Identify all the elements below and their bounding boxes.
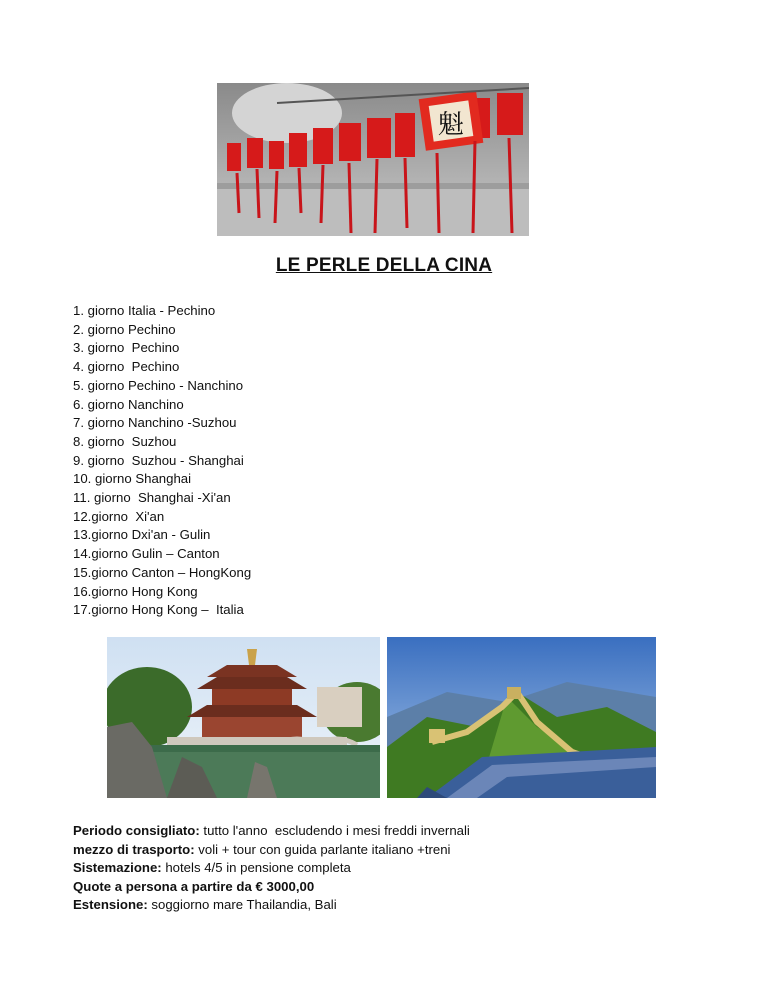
accommodation-value: hotels 4/5 in pensione completa [161,860,351,875]
transport-label: mezzo di trasporto: [73,841,195,857]
itinerary-item: 3. giorno Pechino [73,340,180,356]
itinerary-list [73,302,251,620]
itinerary-item: 11. giorno Shanghai -Xi'an [73,490,231,506]
period-row [73,822,470,841]
price-row [73,878,470,897]
transport-row [73,841,470,860]
extension-label: Estensione: [73,897,148,912]
accommodation-row [73,859,470,878]
itinerary-item: 1. giorno Italia - Pechino [73,303,216,318]
itinerary-item: 7. giorno Nanchino -Suzhou [73,415,237,431]
transport-value: voli + tour con guida parlante italiano +treni [194,841,451,857]
itinerary-item: 4. giorno Pechino [73,359,180,375]
svg-text:魁: 魁 [438,110,465,140]
itinerary-item: 17.giorno Hong Kong – Italia [73,602,244,618]
itinerary-item: 9. giorno Suzhou - Shanghai [73,452,244,468]
itinerary-item: 15.giorno Canton – HongKong [73,564,252,580]
temple-photo [107,637,380,798]
itinerary-item: 14.giorno Gulin – Canton [73,546,220,562]
itinerary-item: 13.giorno Dxi'an - Gulin [73,527,211,543]
period-value: tutto l'anno escludendo i mesi freddi invernali [199,823,470,838]
price-label: Quote a persona a partire da € 3000,00 [73,878,315,894]
period-label: Periodo consigliato: [73,823,200,838]
itinerary-item: 8. giorno Suzhou [73,433,177,449]
trip-details [73,822,470,915]
itinerary-item: 16.giorno Hong Kong [73,583,198,599]
itinerary-item: 6. giorno Nanchino [73,396,184,412]
itinerary-item: 12.giorno Xi'an [73,508,165,524]
great-wall-photo [387,637,656,798]
extension-row [73,896,470,915]
itinerary-item: 2. giorno Pechino [73,321,176,337]
red-charms-photo [217,83,529,236]
accommodation-label: Sistemazione: [73,860,162,875]
page-title: LE PERLE DELLA CINA [275,255,493,276]
itinerary-item: 5. giorno Pechino - Nanchino [73,377,244,393]
itinerary-item: 10. giorno Shanghai [73,471,192,487]
extension-value: soggiorno mare Thailandia, Bali [147,897,337,912]
